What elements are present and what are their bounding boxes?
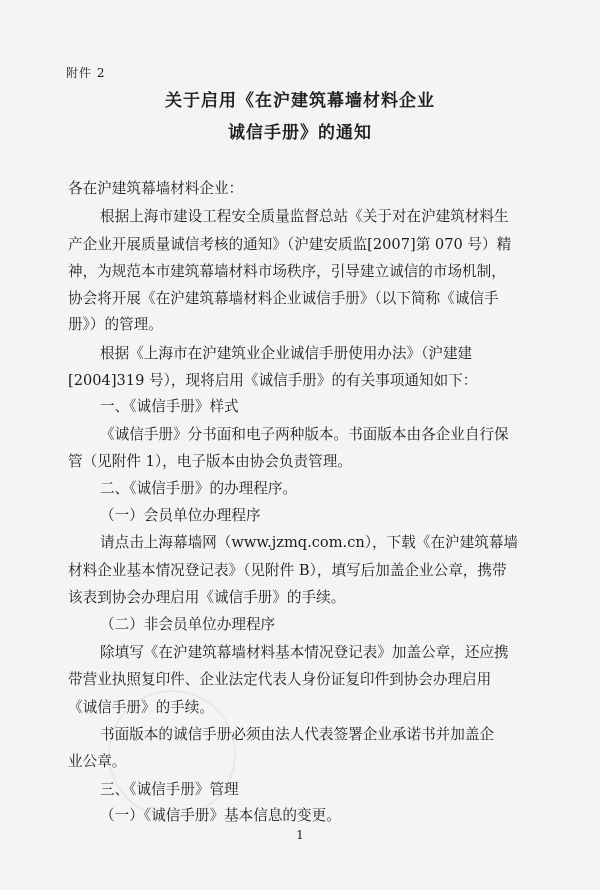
body-line: 带营业执照复印件、企业法定代表人身份证复印件到协会办理启用 [68, 671, 492, 688]
title-line-1: 关于启用《在沪建筑幕墙材料企业 [165, 91, 435, 111]
body-line-with-link: 请点击上海幕墙网（www.jzmq.com.cn），下载《在沪建筑幕墙 [100, 534, 519, 551]
salutation: 各在沪建筑幕墙材料企业： [68, 180, 244, 197]
page-number: 1 [296, 828, 304, 842]
body-line: 书面版本的诚信手册必须由法人代表签署企业承诺书并加盖企 [100, 726, 495, 743]
body-line: 册》）的管理。 [68, 316, 163, 333]
body-line: [2004]319 号），现将启用《诚信手册》的有关事项通知如下： [68, 372, 478, 389]
body-line: 《诚信手册》的手续。 [68, 699, 214, 716]
section-heading: 二、《诚信手册》的办理程序。 [100, 480, 298, 497]
body-line: 业公章。 [68, 753, 127, 770]
annex-label: 附件 2 [66, 66, 106, 80]
body-line: 材料企业基本情况登记表》（见附件 B），填写后加盖企业公章，携带 [68, 562, 507, 579]
subsection-heading: （一）会员单位办理程序 [100, 507, 261, 524]
body-line: 除填写《在沪建筑幕墙材料基本情况登记表》加盖公章，还应携 [100, 644, 509, 661]
subsection-heading: （二）非会员单位办理程序 [100, 616, 276, 633]
body-line: 《诚信手册》分书面和电子两种版本。书面版本由各企业自行保 [100, 426, 509, 443]
body-line: 协会将开展《在沪建筑幕墙材料企业诚信手册》（以下简称《诚信手 [68, 290, 499, 307]
section-heading: 三、《诚信手册》管理 [100, 781, 239, 798]
body-line: 管（见附件 1），电子版本由协会负责管理。 [68, 453, 352, 470]
body-line: 根据《上海市在沪建筑业企业诚信手册使用办法》（沪建建 [100, 345, 473, 362]
body-line: 根据上海市建设工程安全质量监督总站《关于对在沪建筑材料生 [100, 208, 509, 225]
body-line: 产企业开展质量诚信考核的通知》（沪建安质监[2007]第 070 号）精 [68, 236, 512, 253]
body-line: 该表到协会办理启用《诚信手册》的手续。 [68, 589, 346, 606]
title-line-2: 诚信手册》的通知 [228, 123, 372, 143]
subsection-heading: （一）《诚信手册》基本信息的变更。 [100, 807, 341, 824]
section-heading: 一、《诚信手册》样式 [100, 398, 239, 415]
body-line: 神，为规范本市建筑幕墙材料市场秩序，引导建立诚信的市场机制， [68, 263, 506, 280]
